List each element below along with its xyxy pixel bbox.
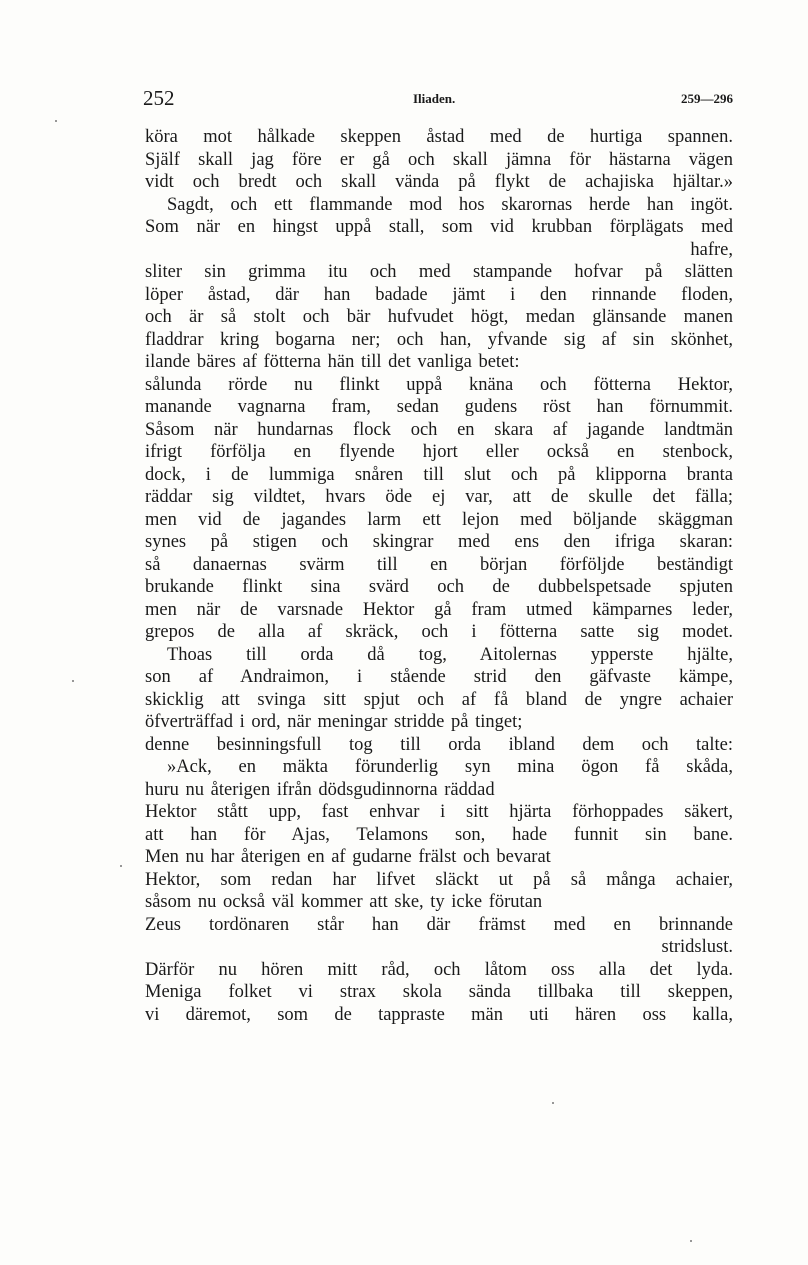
text-line: Hektor, som redan har lifvet släckt ut på så många achaier, <box>145 869 733 890</box>
text-line: skicklig att svinga sitt spjut och af få bland de yngre achaier <box>145 689 733 710</box>
print-speck <box>72 680 74 682</box>
text-line: grepos de alla af skräck, och i fötterna satte sig modet. <box>145 622 733 642</box>
print-speck <box>690 1240 692 1242</box>
text-line: såsom nu också väl kommer att ske, ty icke förutan <box>145 892 543 912</box>
running-header <box>143 86 733 112</box>
text-line: vidt och bredt och skall vända på flykt de achajiska hjältar.» <box>145 172 733 192</box>
text-line: ilande bäres af fötterna hän till det vanliga betet: <box>145 352 520 372</box>
text-line: att han för Ajas, Telamons son, hade funnit sin bane. <box>145 824 733 845</box>
text-line: Meniga folket vi strax skola sända tillbaka till skeppen, <box>145 982 733 1002</box>
text-line: manande vagnarna fram, sedan gudens röst han förnummit. <box>145 397 733 417</box>
text-line: Sagdt, och ett flammande mod hos skarornas herde han ingöt. <box>167 194 733 215</box>
text-line: vi däremot, som de tappraste män uti hären oss kalla, <box>145 1004 733 1025</box>
text-line: öfverträffad i ord, när meningar stridde på tinget; <box>145 712 523 732</box>
text-line: men när de varsnade Hektor gå fram utmed kämparnes leder, <box>145 599 733 620</box>
text-line: Såsom när hundarnas flock och en skara af jagande landtmän <box>145 419 733 440</box>
text-line: fladdrar kring bogarna ner; och han, yfvande sig af sin skönhet, <box>145 329 733 350</box>
page-number: 252 <box>143 86 175 110</box>
text-line: synes på stigen och skingrar med ens den ifriga skaran: <box>145 532 733 552</box>
poem-text-block <box>145 126 733 1026</box>
text-line: son af Andraimon, i stående strid den gäfvaste kämpe, <box>145 667 733 687</box>
text-line: löper åstad, där han badade jämt i den rinnande floden, <box>145 284 733 305</box>
text-line: men vid de jagandes larm ett lejon med böljande skäggman <box>145 509 733 530</box>
text-line: dock, i de lummiga snåren till slut och på klipporna branta <box>145 464 733 485</box>
text-line: Som när en hingst uppå stall, som vid krubban förplägats med <box>145 217 733 237</box>
text-line: Hektor stått upp, fast enhvar i sitt hjärta förhoppades säkert, <box>145 802 733 822</box>
text-line: räddar sig vildtet, hvars öde ej var, att de skulle det fälla; <box>145 487 733 507</box>
text-line: hafre, <box>690 239 733 260</box>
text-line: och är så stolt och bär hufvudet högt, medan glänsande manen <box>145 307 733 327</box>
text-line: denne besinningsfull tog till orda ibland dem och talte: <box>145 734 733 755</box>
print-speck <box>55 120 57 122</box>
text-line: ifrigt förfölja en flyende hjort eller också en stenbock, <box>145 442 733 462</box>
text-line: så danaernas svärm till en början förföljde beständigt <box>145 554 733 575</box>
text-line: Thoas till orda då tog, Aitolernas ypperste hjälte, <box>167 644 733 665</box>
text-line: köra mot hålkade skeppen åstad med de hurtiga spannen. <box>145 127 733 147</box>
text-line: huru nu återigen ifrån dödsgudinnorna räddad <box>145 779 495 800</box>
text-line: sålunda rörde nu flinkt uppå knäna och fötterna Hektor, <box>145 374 733 395</box>
text-line: »Ack, en mäkta förunderlig syn mina ögon få skåda, <box>167 757 733 777</box>
print-speck <box>552 1102 554 1104</box>
running-title: Iliaden. <box>413 91 456 106</box>
print-speck <box>120 865 122 867</box>
text-line: Själf skall jag före er gå och skall jämna för hästarna vägen <box>145 149 733 170</box>
text-line: sliter sin grimma itu och med stampande hofvar på slätten <box>145 262 733 282</box>
text-line: Men nu har återigen en af gudarne frälst och bevarat <box>145 847 551 867</box>
text-line: brukande flinkt sina svärd och de dubbelspetsade spjuten <box>145 577 733 597</box>
text-line: Därför nu hören mitt råd, och låtom oss alla det lyda. <box>145 959 733 980</box>
text-line: stridslust. <box>661 937 733 957</box>
text-line: Zeus tordönaren står han där främst med en brinnande <box>145 914 733 935</box>
verse-line-range: 259—296 <box>681 91 733 106</box>
